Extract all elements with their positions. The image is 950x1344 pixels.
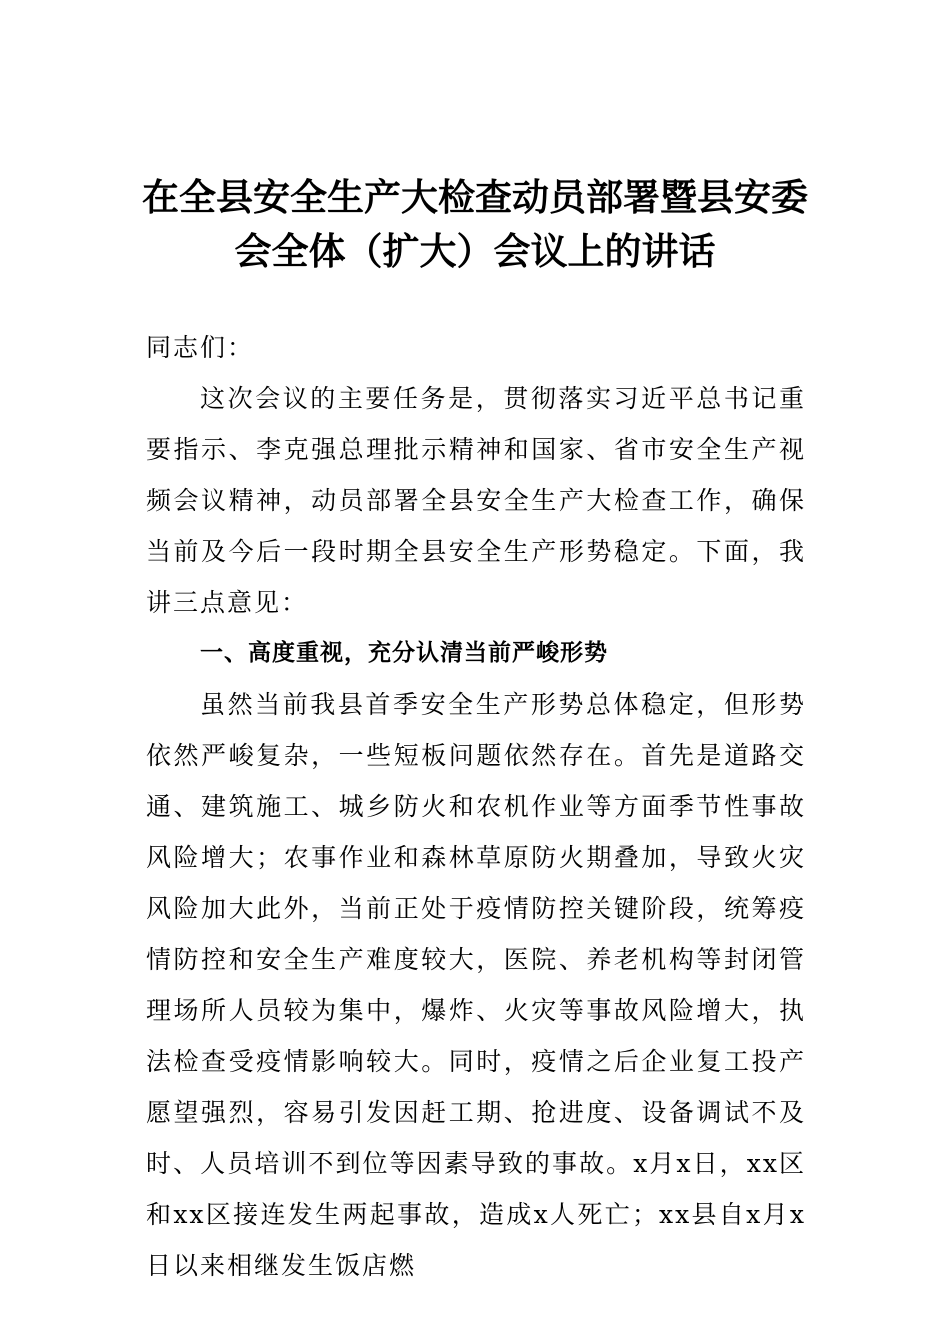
section-heading-1: 一、高度重视，充分认清当前严峻形势 (200, 640, 608, 666)
title-line-2: 会全体（扩大）会议上的讲话 (234, 229, 716, 273)
intro-paragraph: 这次会议的主要任务是，贯彻落实习近平总书记重要指示、李克强总理批示精神和国家、省市安全生产视频会议精神，动员部署全县安全生产大检查工作，确保当前及今后一段时期全县安全生产形势稳定。下面，我讲三点意见： (146, 384, 806, 617)
title-line-1: 在全县安全生产大检查动员部署暨县安委 (142, 175, 808, 219)
document-body (146, 322, 806, 1291)
salutation: 同志们： (146, 333, 255, 362)
document-title (100, 170, 850, 278)
section-1-paragraph: 虽然当前我县首季安全生产形势总体稳定，但形势依然严峻复杂，一些短板问题依然存在。首先是道路交通、建筑施工、城乡防火和农机作业等方面季节性事故风险增大；农事作业和森林草原防火期叠加，导致火灾风险加大此外，当前正处于疫情防控关键阶段，统筹疫情防控和安全生产难度较大，医院、养老机构等封闭管理场所人员较为集中，爆炸、火灾等事故风险增大，执法检查受疫情影响较大。同时，疫情之后企业复工投产愿望强烈，容易引发因赶工期、抢进度、设备调试不及时、人员培训不到位等因素导致的事故。x月x日，xx区和xx区接连发生两起事故，造成x人死亡；xx县自x月x日以来相继发生饭店燃 (146, 690, 806, 1280)
